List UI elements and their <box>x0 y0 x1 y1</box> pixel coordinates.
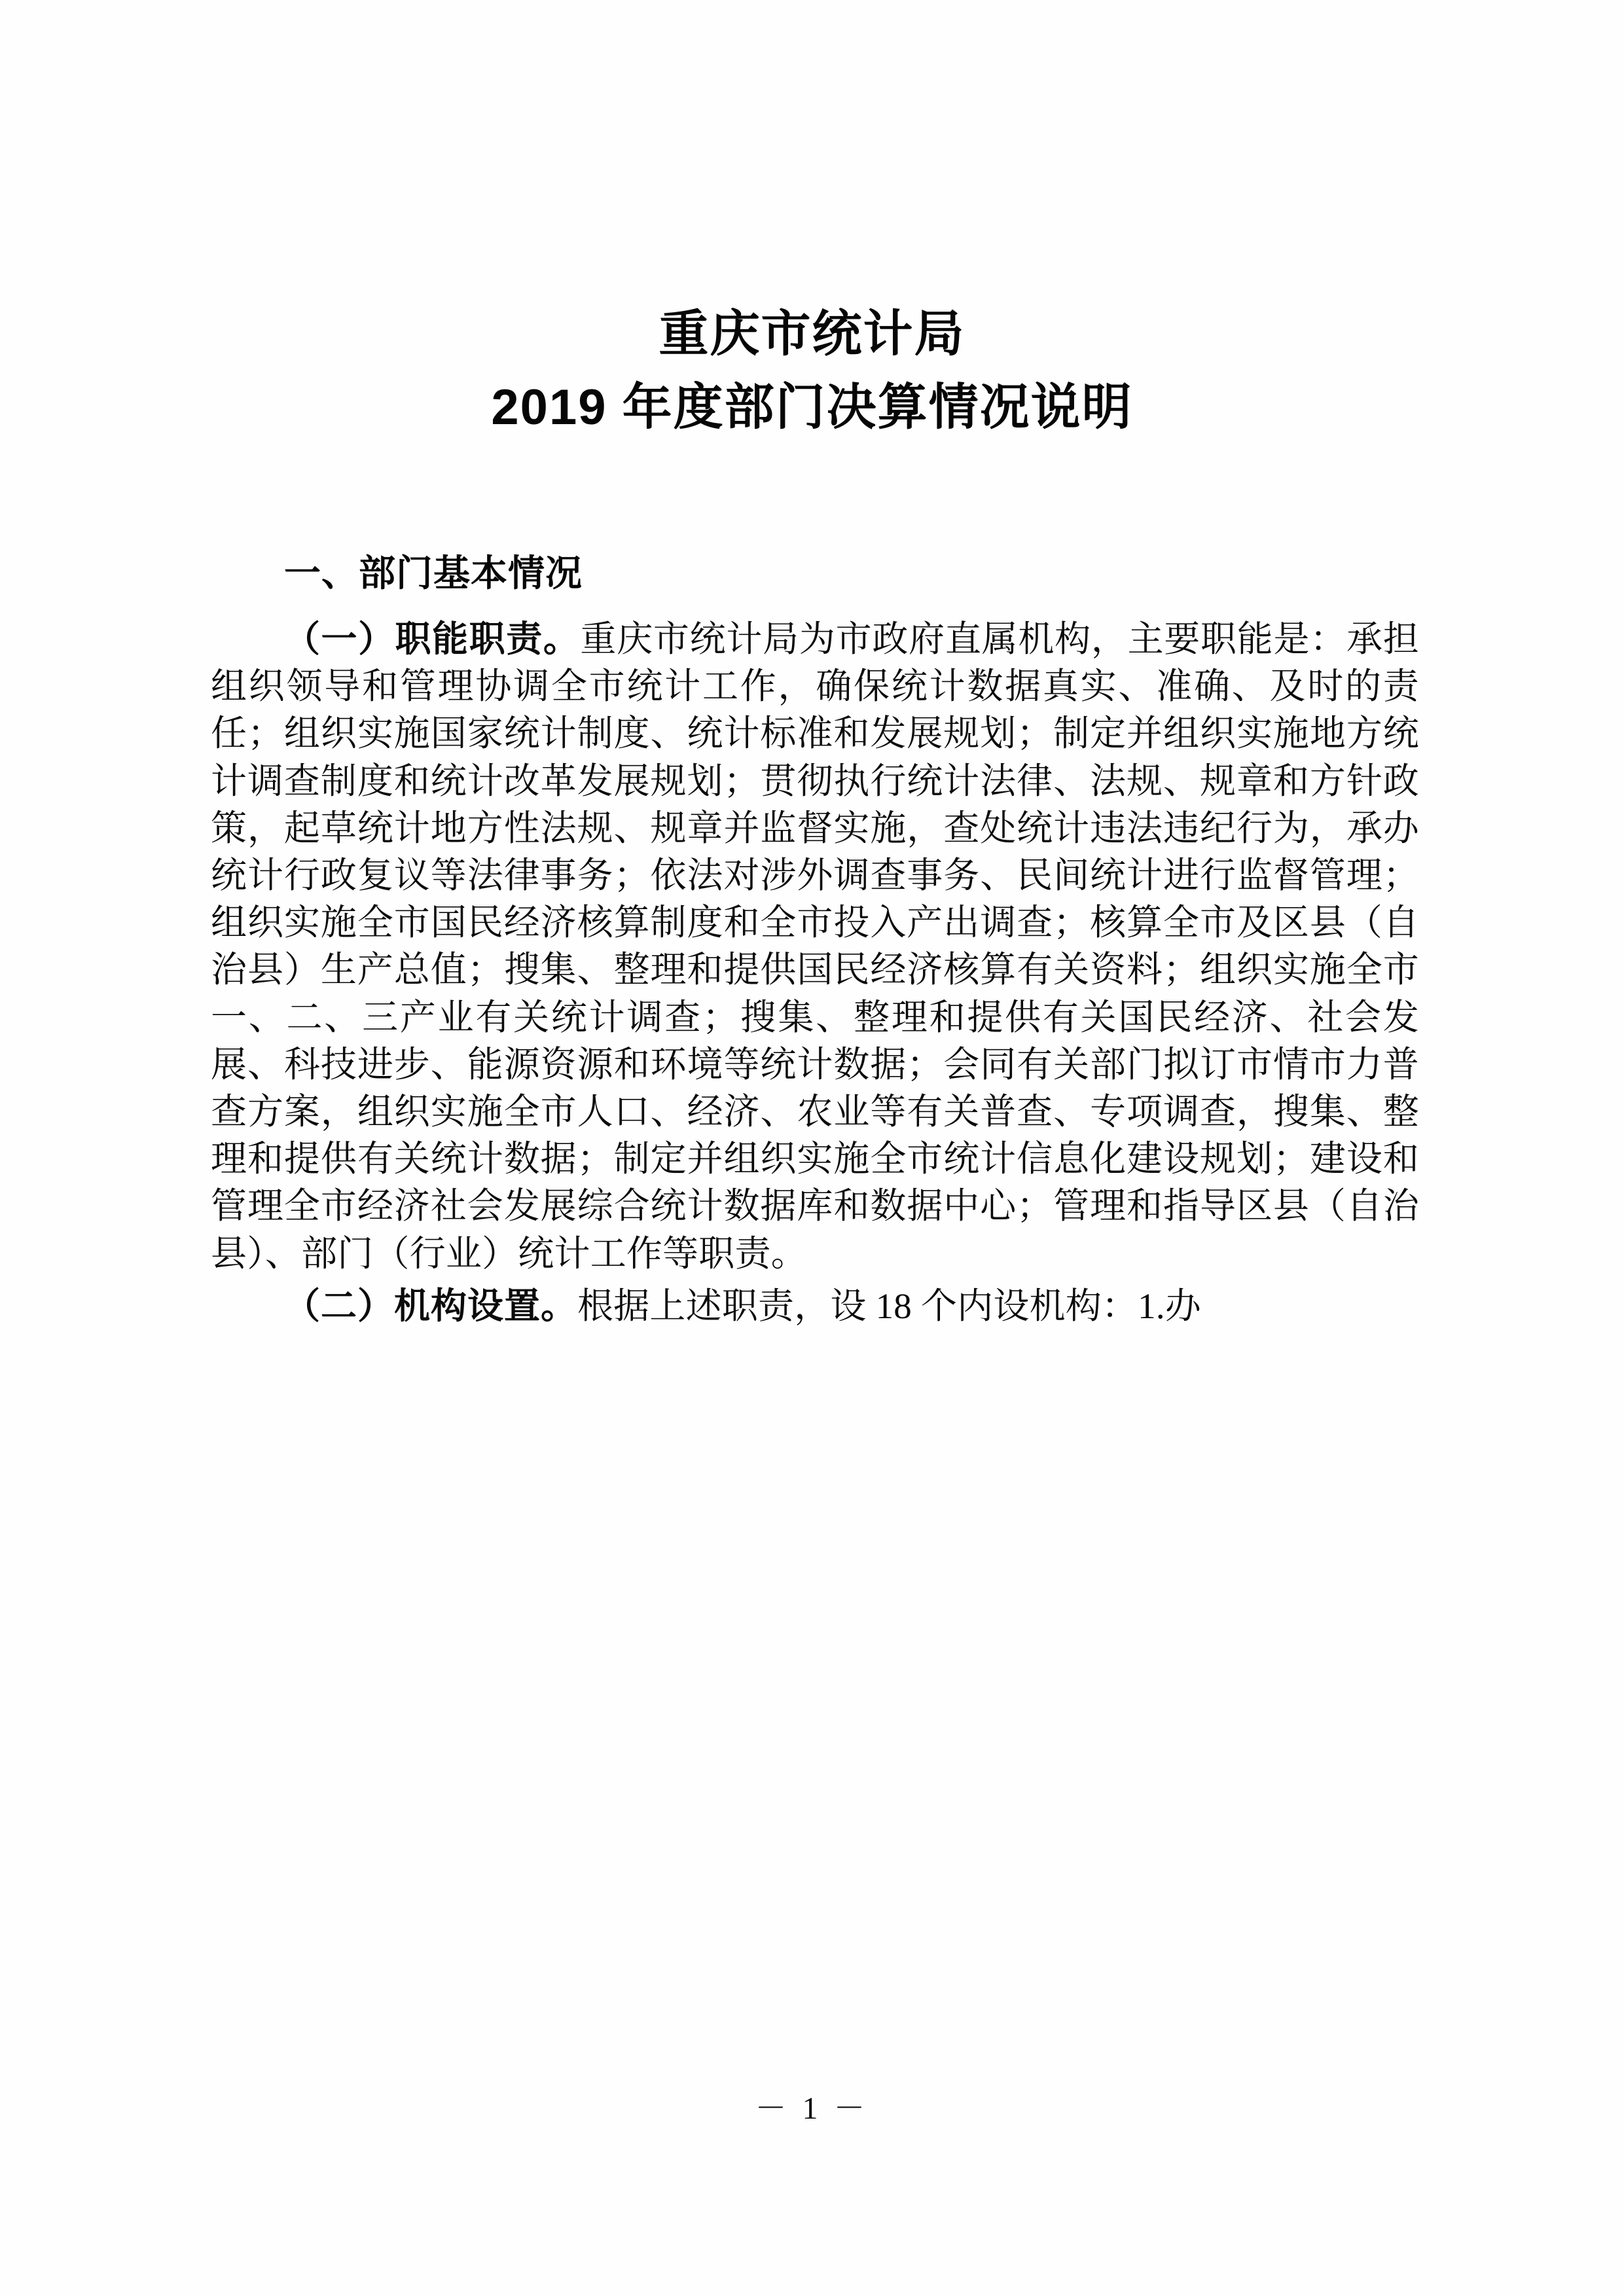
paragraph-lead-in-organization: （二）机构设置。 <box>284 1285 578 1326</box>
paragraph-duties <box>211 615 1419 1278</box>
paragraph-organization <box>211 1282 1419 1330</box>
document-title-line-1: 重庆市统计局 <box>659 306 965 362</box>
paragraph-lead-in-duties: （一）职能职责。 <box>284 619 581 659</box>
paragraph-text-duties: 重庆市统计局为市政府直属机构，主要职能是：承担组织领导和管理协调全市统计工作，确保统计数据真实、准确、及时的责任；组织实施国家统计制度、统计标准和发展规划；制定并组织实施地方统计调查制度和统计改革发展规划；贯彻执行统计法律、法规、规章和方针政策，起草统计地方性法规、规章并监督实施，查处统计违法违纪行为，承办统计行政复议等法律事务；依法对涉外调查事务、民间统计进行监督管理；组织实施全市国民经济核算制度和全市投入产出调查；核算全市及区县（自治县）生产总值；搜集、整理和提供国民经济核算有关资料；组织实施全市一、二、三产业有关统计调查；搜集、整理和提供有关国民经济、社会发展、科技进步、能源资源和环境等统计数据；会同有关部门拟订市情市力普查方案，组织实施全市人口、经济、农业等有关普查、专项调查，搜集、整理和提供有关统计数据；制定并组织实施全市统计信息化建设规划；建设和管理全市经济社会发展综合统计数据库和数据中心；管理和指导区县（自治县）、部门（行业）统计工作等职责。 <box>211 619 1419 1274</box>
document-title-block <box>0 298 1624 444</box>
paragraph-text-organization: 根据上述职责，设 18 个内设机构：1.办 <box>577 1285 1201 1326</box>
section-heading-part-one: 一、部门基本情况 <box>284 552 583 594</box>
page-number-footer: － 1 － <box>755 2091 869 2126</box>
document-body <box>211 543 1419 1330</box>
document-title-line-2: 2019 年度部门决算情况说明 <box>491 380 1133 435</box>
